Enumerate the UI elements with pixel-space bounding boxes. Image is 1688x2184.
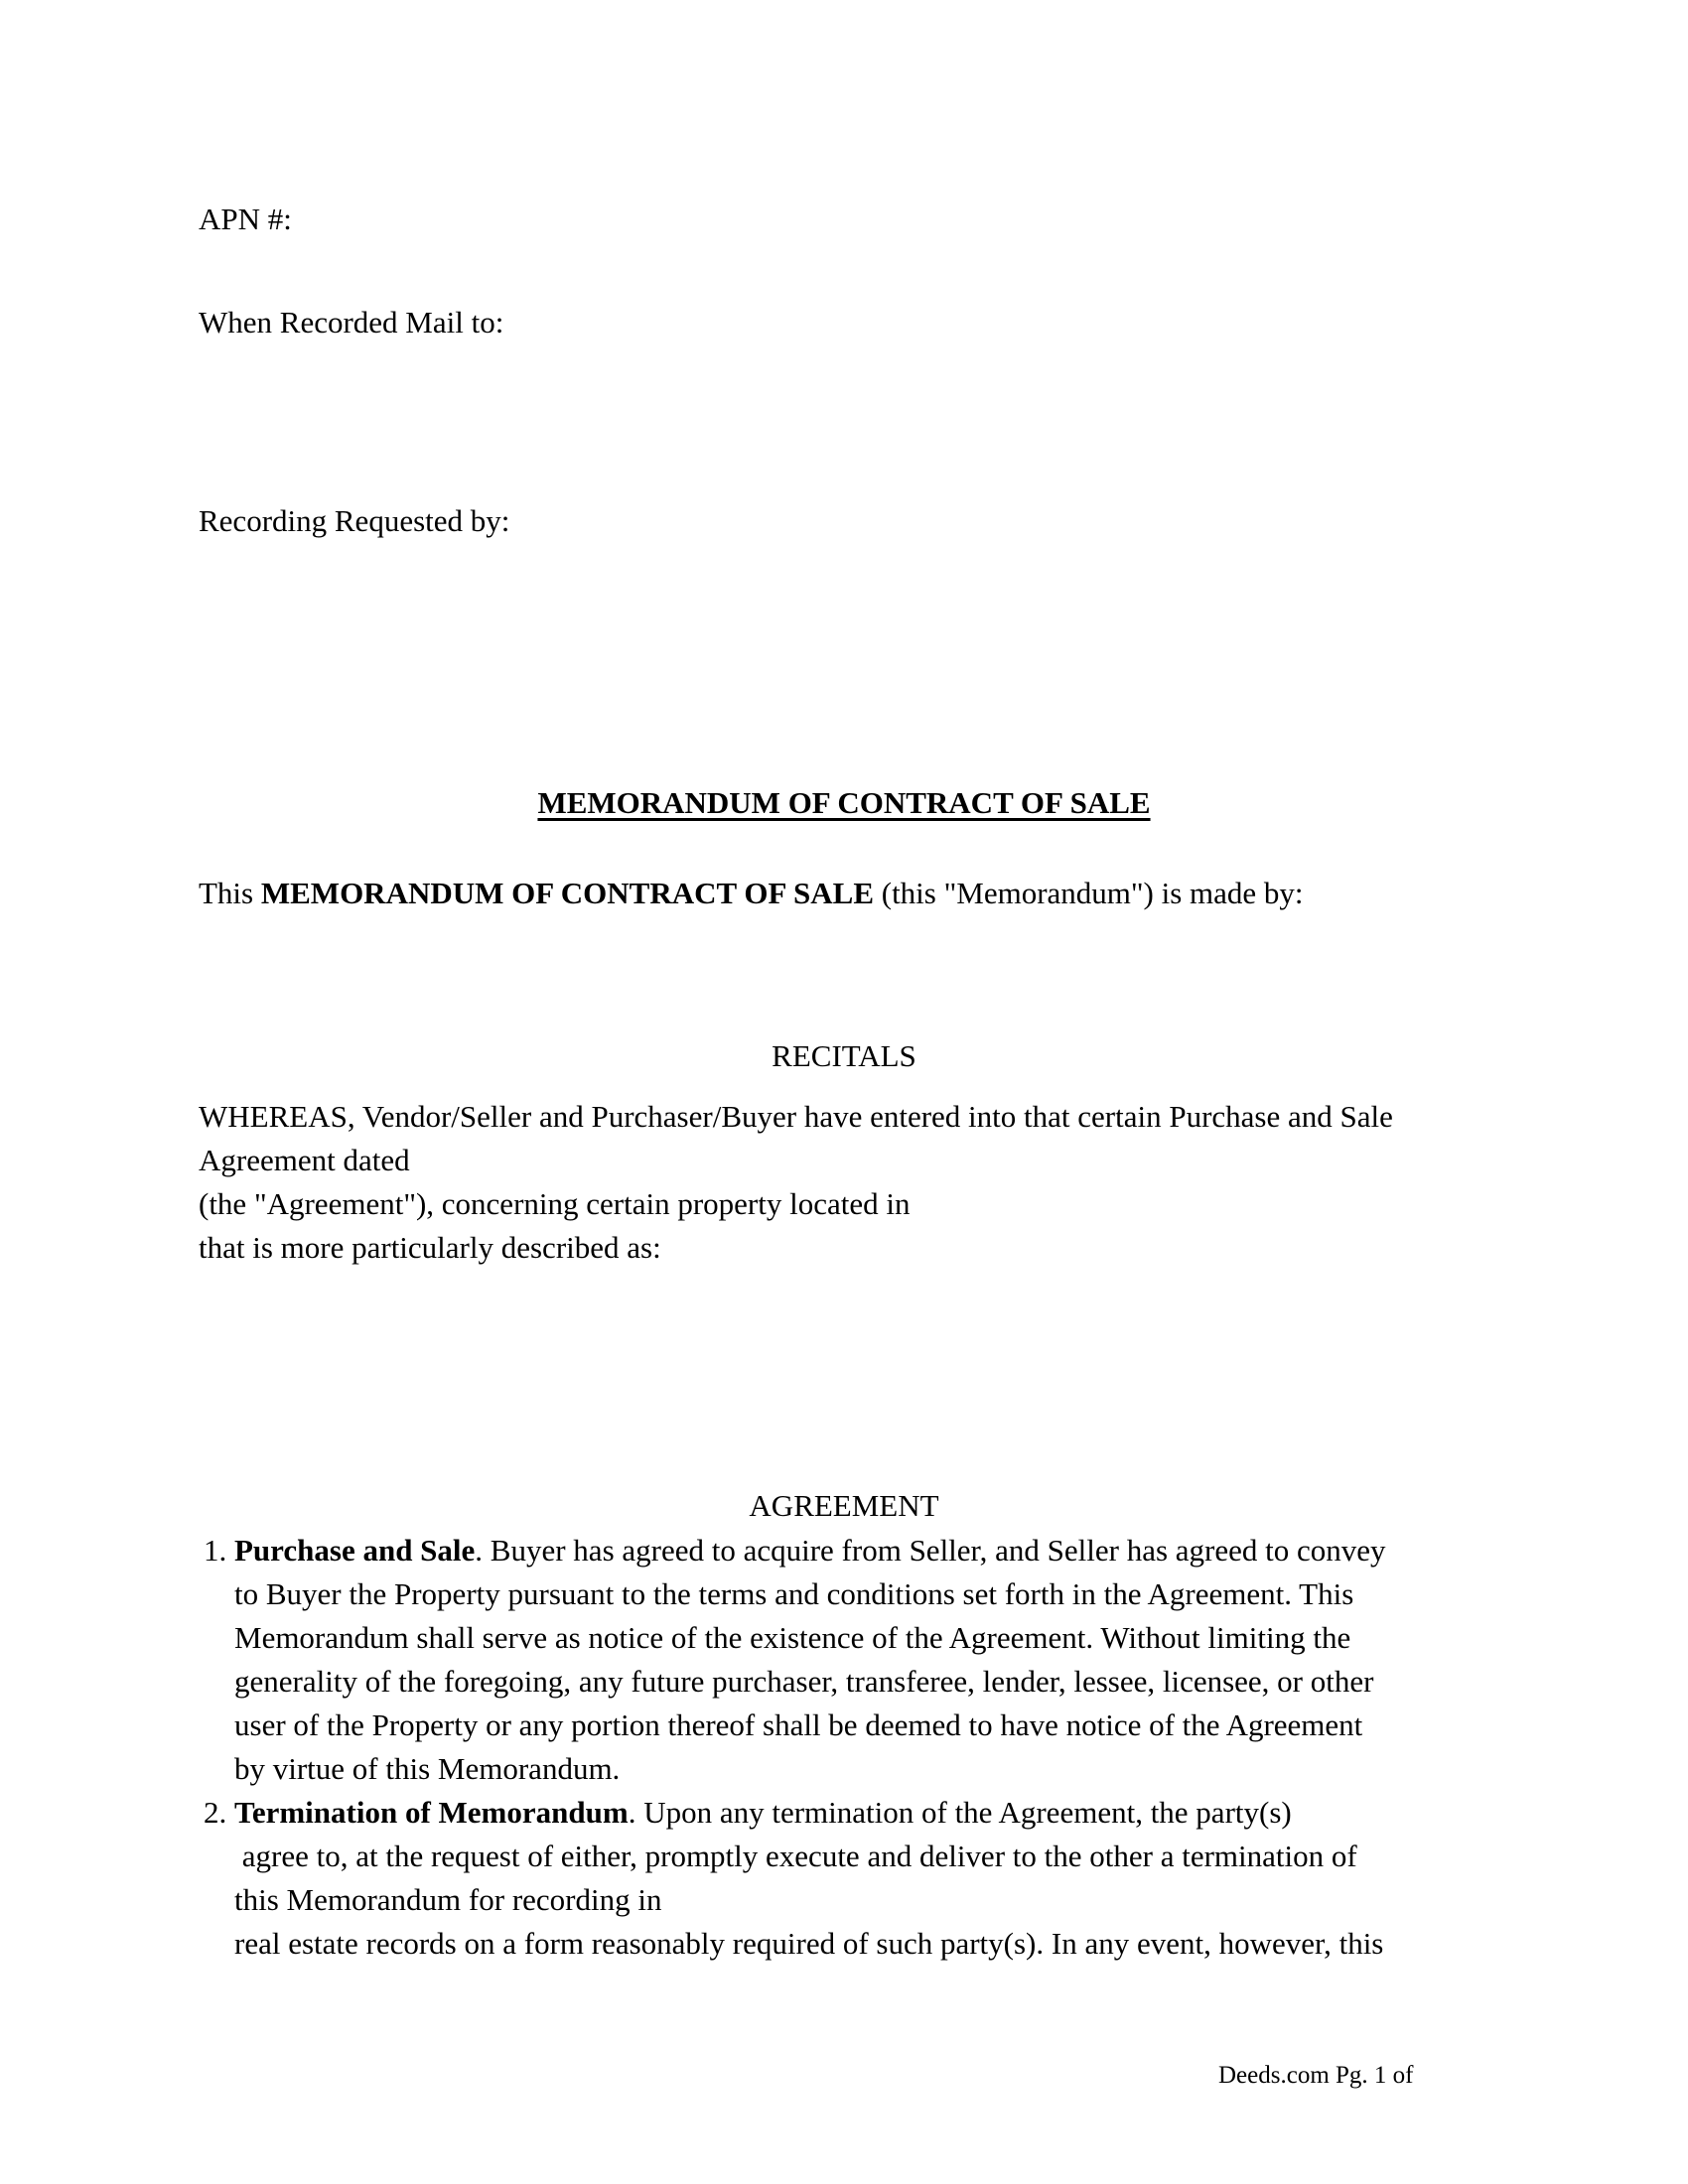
apn-label: APN #: — [199, 202, 292, 236]
item-line: this Memorandum for recording in — [234, 1882, 662, 1917]
recitals-line: Agreement dated — [199, 1143, 410, 1177]
page-footer: Deeds.com Pg. 1 of — [1218, 2062, 1414, 2089]
recording-requested-label: Recording Requested by: — [199, 503, 510, 538]
item-title: Purchase and Sale — [234, 1533, 476, 1568]
item-1-first-line — [234, 1535, 1386, 1566]
item-line: agree to, at the request of either, promptly execute and deliver to the other a termination of — [234, 1839, 1357, 1873]
intro-bold: MEMORANDUM OF CONTRACT OF SALE — [260, 876, 874, 910]
item-number: 2. — [204, 1795, 227, 1830]
item-line: generality of the foregoing, any future purchaser, transferee, lender, lessee, licensee, or other — [234, 1664, 1374, 1699]
intro-prefix: This — [199, 876, 261, 910]
item-first-line-rest: . Buyer has agreed to acquire from Seller, and Seller has agreed to convey — [475, 1533, 1386, 1568]
agreement-heading: AGREEMENT — [749, 1488, 939, 1523]
item-line: by virtue of this Memorandum. — [234, 1751, 621, 1786]
item-line: to Buyer the Property pursuant to the terms and conditions set forth in the Agreement. This — [234, 1576, 1354, 1611]
item-line: real estate records on a form reasonably required of such party(s). In any event, however, this — [234, 1926, 1384, 1961]
item-title: Termination of Memorandum — [234, 1795, 629, 1830]
recitals-line: that is more particularly described as: — [199, 1230, 661, 1265]
recitals-line: WHEREAS, Vendor/Seller and Purchaser/Buyer have entered into that certain Purchase and Sale — [199, 1099, 1393, 1134]
item-line: user of the Property or any portion thereof shall be deemed to have notice of the Agreement — [234, 1707, 1363, 1742]
item-line: Memorandum shall serve as notice of the existence of the Agreement. Without limiting the — [234, 1620, 1351, 1655]
item-2-first-line — [234, 1797, 1292, 1828]
intro-paragraph — [199, 878, 1304, 908]
recitals-heading: RECITALS — [772, 1038, 916, 1073]
mail-to-label: When Recorded Mail to: — [199, 305, 504, 340]
item-first-line-rest: . Upon any termination of the Agreement, the party(s) — [628, 1795, 1292, 1830]
intro-suffix: (this "Memorandum") is made by: — [874, 876, 1304, 910]
document-title: MEMORANDUM OF CONTRACT OF SALE — [537, 785, 1151, 820]
item-number: 1. — [204, 1533, 227, 1568]
recitals-line: (the "Agreement"), concerning certain property located in — [199, 1186, 911, 1221]
